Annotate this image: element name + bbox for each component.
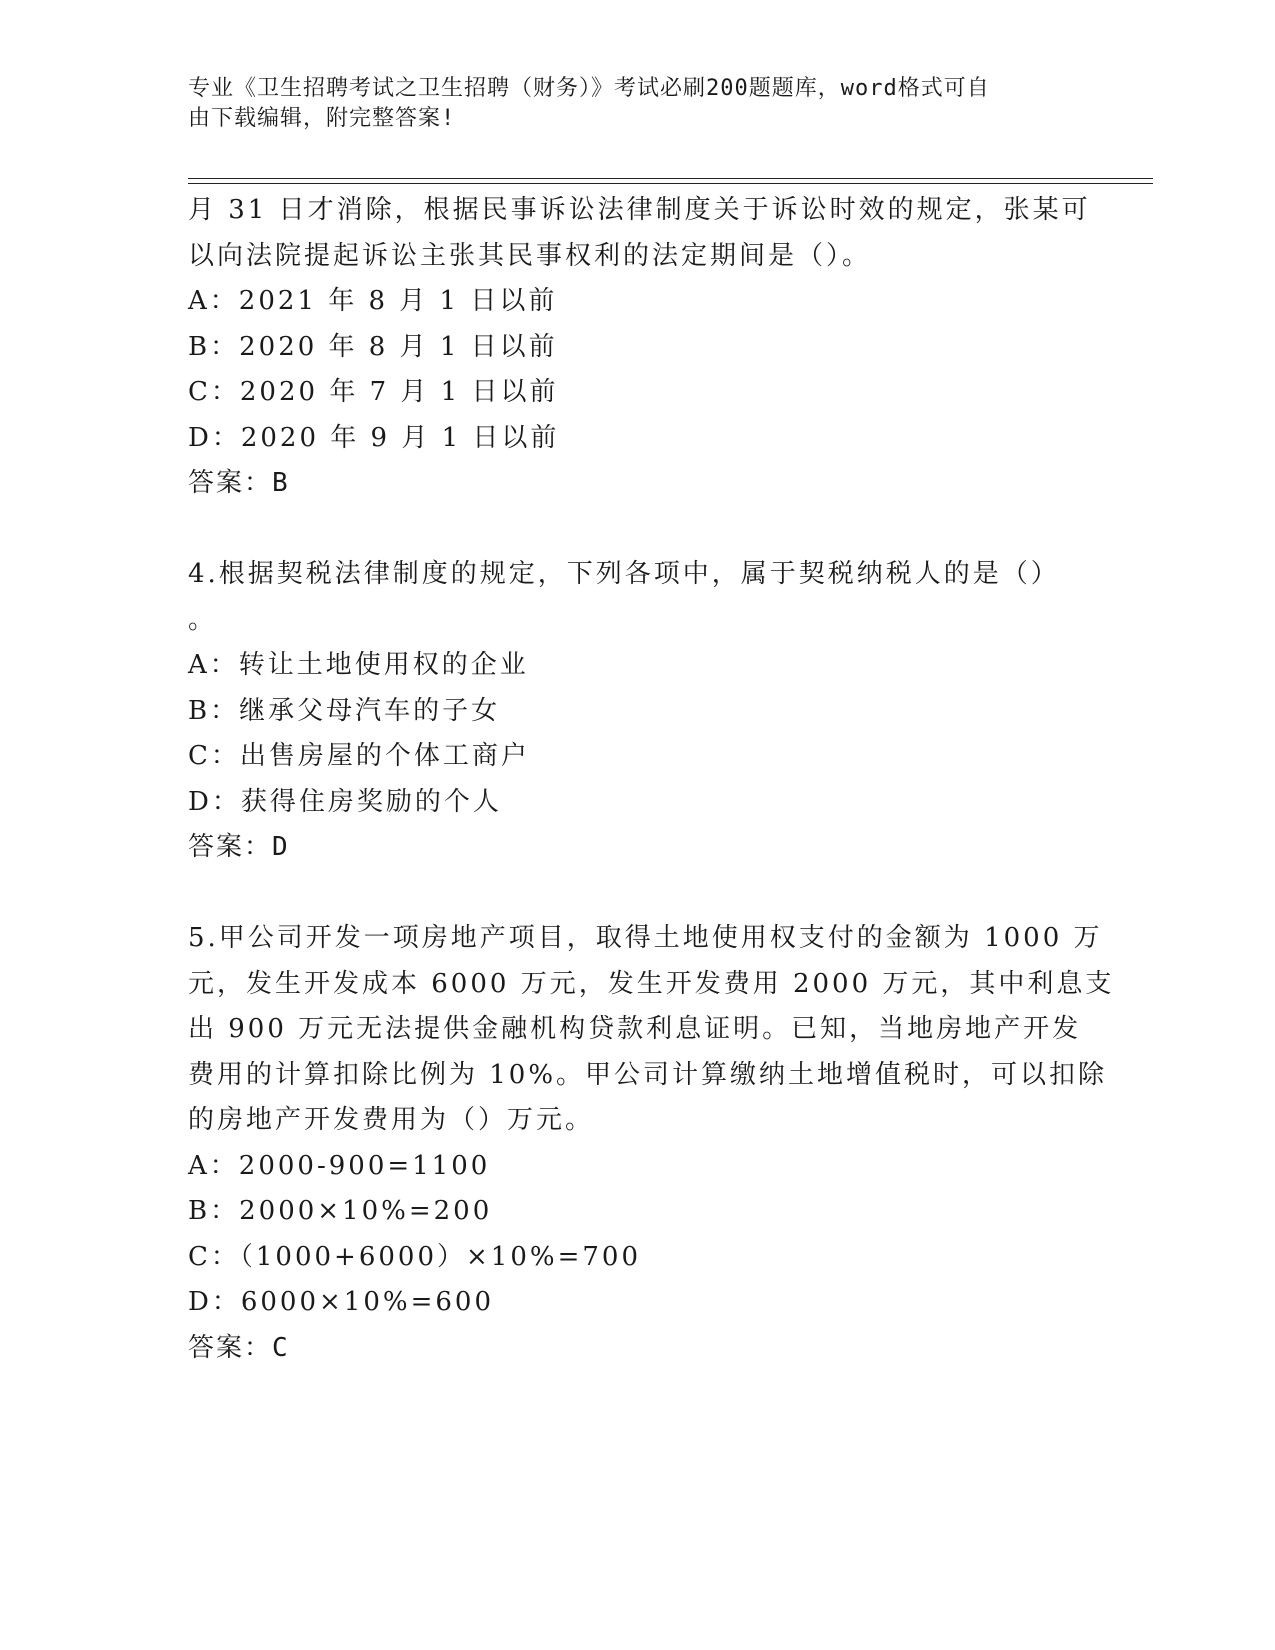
spacer [188, 871, 1088, 917]
option-b: B：2020 年 8 月 1 日以前 [188, 331, 558, 362]
question-stem-line: 。 [188, 604, 218, 635]
document-header [188, 74, 1068, 134]
option-c: C：（1000+6000）×10%=700 [188, 1241, 642, 1272]
option-c: C：出售房屋的个体工商户 [188, 741, 530, 771]
header-line-1: 专业《卫生招聘考试之卫生招聘（财务）》考试必刷200题题库，word格式可自 [188, 76, 990, 101]
answer-line: 答案：C [188, 1332, 290, 1363]
question-stem-line: 4.根据契税法律制度的规定，下列各项中，属于契税纳税人的是（） [188, 559, 1060, 589]
spacer [188, 507, 1088, 553]
question-3 [188, 188, 1091, 507]
question-stem-line: 费用的计算扣除比例为 10%。甲公司计算缴纳土地增值税时，可以扣除 [188, 1059, 1108, 1090]
question-5 [188, 916, 1115, 1371]
header-divider-top [188, 178, 1153, 179]
question-stem-line: 5.甲公司开发一项房地产项目，取得土地使用权支付的金额为 1000 万 [188, 923, 1103, 953]
option-a: A：2021 年 8 月 1 日以前 [188, 286, 558, 316]
option-a: A：转让土地使用权的企业 [188, 650, 529, 680]
option-a: A：2000-900=1100 [188, 1150, 491, 1181]
answer-line: 答案：B [188, 468, 290, 498]
question-stem-line: 的房地产开发费用为（）万元。 [188, 1105, 595, 1135]
option-b: B：继承父母汽车的子女 [188, 695, 501, 726]
question-stem-line: 以向法院提起诉讼主张其民事权利的法定期间是（）。 [188, 240, 872, 271]
option-b: B：2000×10%=200 [188, 1196, 493, 1226]
answer-line: 答案：D [188, 832, 290, 862]
document-body [188, 188, 1115, 1371]
option-d: D：2020 年 9 月 1 日以前 [188, 422, 560, 453]
question-stem-line: 出 900 万元无法提供金融机构贷款利息证明。已知，当地房地产开发 [188, 1014, 1082, 1044]
header-divider-bottom [188, 183, 1153, 184]
option-c: C：2020 年 7 月 1 日以前 [188, 377, 559, 407]
option-d: D：6000×10%=600 [188, 1287, 494, 1317]
question-4 [188, 552, 1088, 871]
question-stem-line: 月 31 日才消除，根据民事诉讼法律制度关于诉讼时效的规定，张某可 [188, 195, 1091, 225]
option-d: D：获得住房奖励的个人 [188, 786, 502, 817]
header-line-2: 由下载编辑，附完整答案! [188, 106, 456, 131]
question-stem-line: 元，发生开发成本 6000 万元，发生开发费用 2000 万元，其中利息支 [188, 968, 1115, 999]
